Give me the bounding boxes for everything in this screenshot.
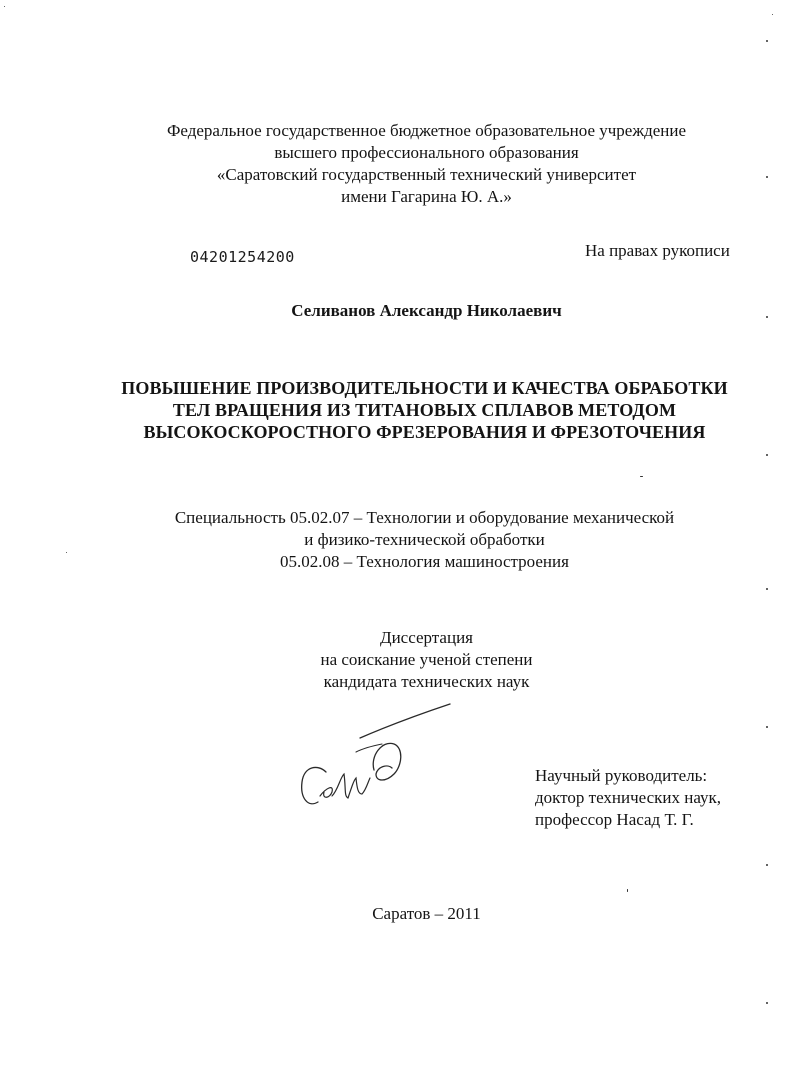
supervisor-line: профессор Насад Т. Г. [535, 810, 694, 829]
manuscript-note: На правах рукописи [585, 241, 730, 260]
scan-speck [66, 552, 67, 553]
author-name: Селиванов Александр Николаевич [291, 301, 562, 320]
institution-line: высшего профессионального образования [274, 143, 579, 162]
supervisor-line: Научный руководитель: [535, 766, 708, 785]
scan-speck [766, 454, 768, 456]
scan-speck [772, 14, 773, 15]
scan-speck [766, 176, 768, 178]
scan-speck [766, 40, 768, 42]
specialty-line: Специальность 05.02.07 – Технологии и оборудование механической [174, 508, 675, 527]
institution-line: Федеральное государственное бюджетное образовательное учреждение [166, 121, 687, 140]
specialty-line: 05.02.08 – Технология машиностроения [280, 552, 569, 571]
handwritten-signature [290, 700, 460, 820]
title-line: ВЫСОКОСКОРОСТНОГО ФРЕЗЕРОВАНИЯ И ФРЕЗОТОЧЕНИЯ [143, 422, 706, 442]
degree-block [30, 627, 793, 693]
scan-speck [766, 588, 768, 590]
specialty-block [28, 507, 793, 573]
scan-speck [766, 726, 768, 728]
scan-speck [640, 476, 643, 477]
supervisor-line: доктор технических наук, [535, 788, 722, 807]
title-line: ТЕЛ ВРАЩЕНИЯ ИЗ ТИТАНОВЫХ СПЛАВОВ МЕТОДОМ [172, 400, 677, 420]
degree-line: кандидата технических наук [323, 672, 530, 691]
supervisor-block [535, 765, 721, 831]
registration-number: 04201254200 [190, 248, 295, 266]
scan-speck [766, 864, 768, 866]
city-year: Саратов – 2011 [372, 904, 481, 923]
institution-block [30, 120, 793, 208]
scan-speck [766, 316, 768, 318]
degree-line: Диссертация [379, 628, 473, 647]
title-line: ПОВЫШЕНИЕ ПРОИЗВОДИТЕЛЬНОСТИ И КАЧЕСТВА ОБРАБОТКИ [121, 378, 728, 398]
institution-line: имени Гагарина Ю. А.» [341, 187, 512, 206]
scan-speck [4, 6, 5, 7]
institution-line: «Саратовский государственный технический университет [216, 165, 637, 184]
scan-speck [627, 889, 628, 892]
dissertation-title [28, 377, 793, 443]
specialty-line: и физико-технической обработки [304, 530, 545, 549]
scan-speck [766, 1002, 768, 1004]
degree-line: на соискание ученой степени [320, 650, 533, 669]
